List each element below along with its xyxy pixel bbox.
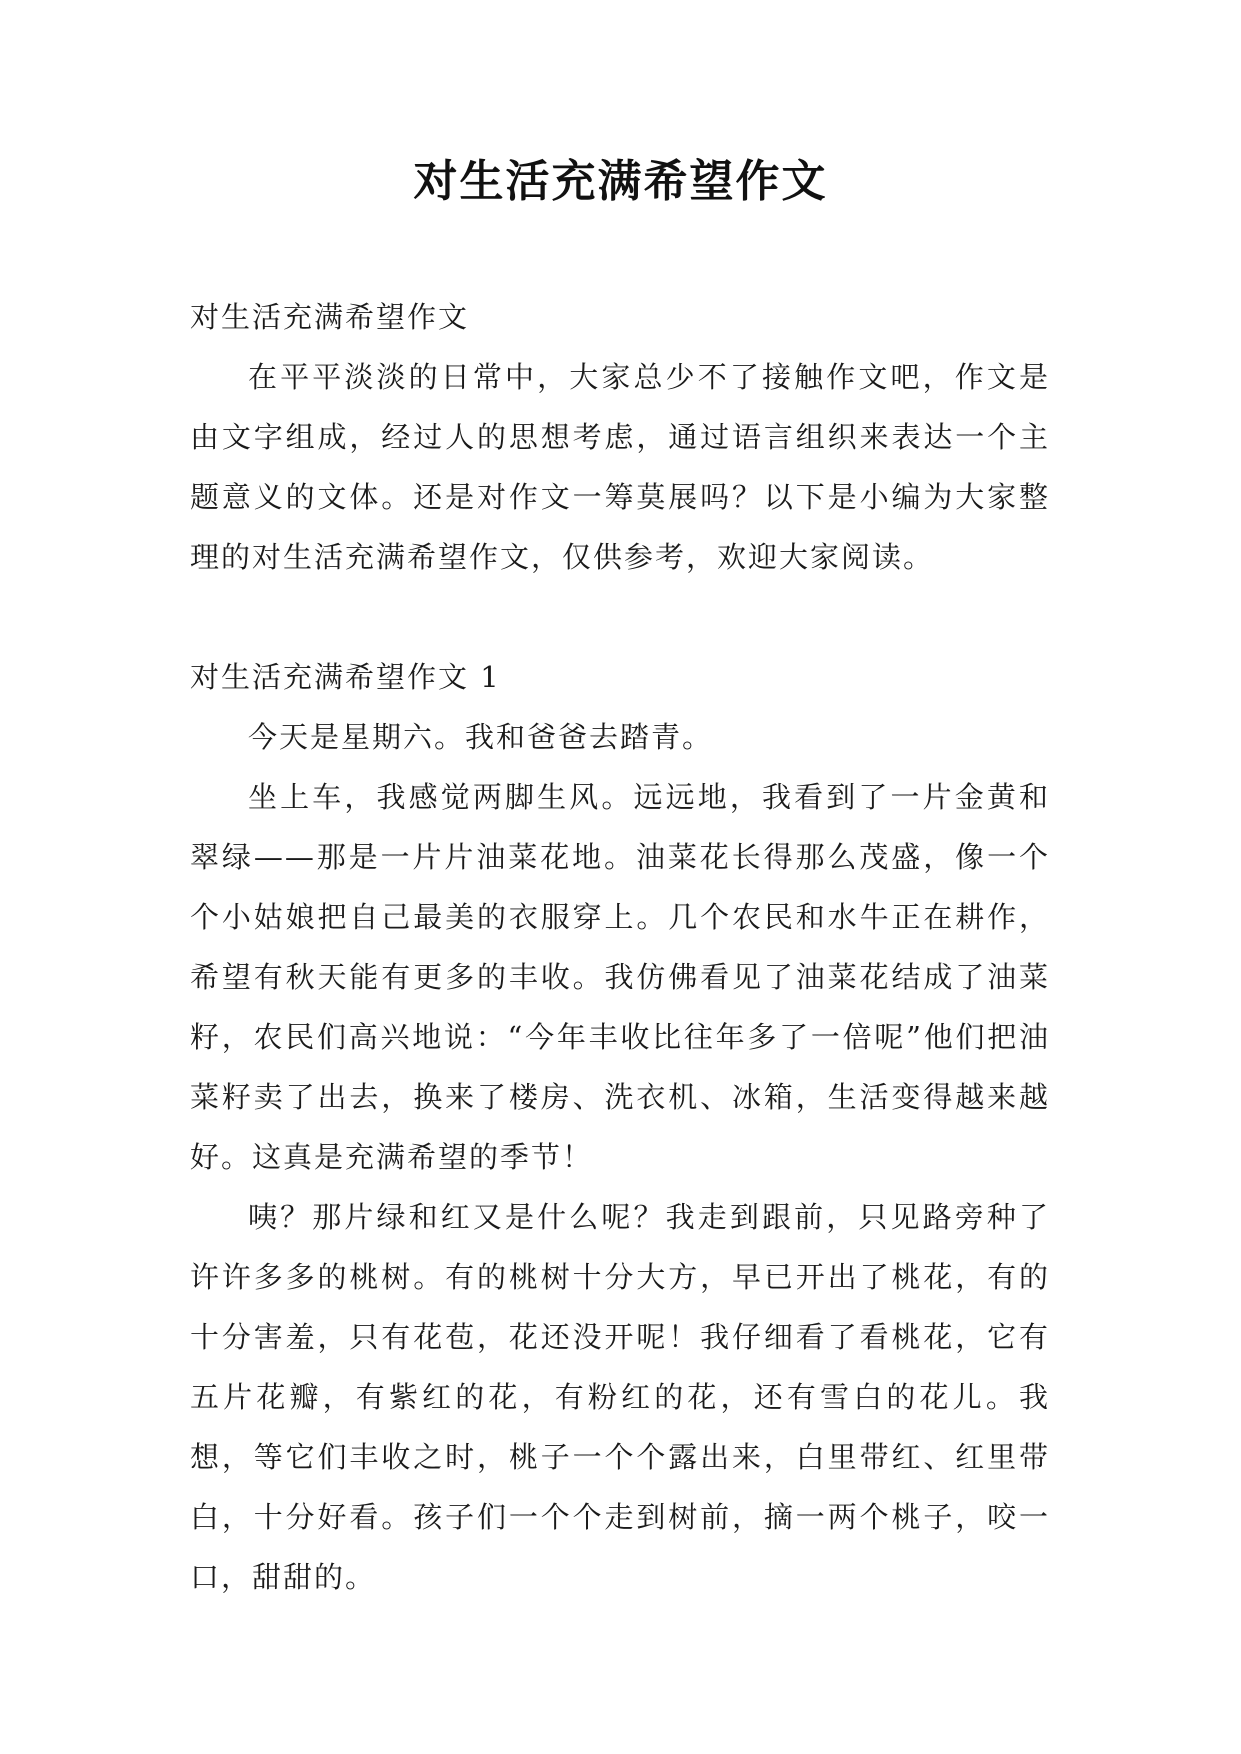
document-body — [190, 287, 1050, 1607]
intro-heading: 对生活充满希望作文 — [190, 300, 470, 334]
intro-paragraph: 在平平淡淡的日常中，大家总少不了接触作文吧，作文是由文字组成，经过人的思想考虑，通过语言组织来表达一个主题意义的文体。还是对作文一筹莫展吗？以下是小编为大家整理的对生活充满希望作文，仅供参考，欢迎大家阅读。 — [190, 360, 1050, 574]
section-spacer — [190, 587, 1050, 647]
paragraph: 咦？那片绿和红又是什么呢？我走到跟前，只见路旁种了许许多多的桃树。有的桃树十分大方，早已开出了桃花，有的十分害羞，只有花苞，花还没开呢！我仔细看了看桃花，它有五片花瓣，有紫红的花，有粉红的花，还有雪白的花儿。我想，等它们丰收之时，桃子一个个露出来，白里带红、红里带白，十分好看。孩子们一个个走到树前，摘一两个桃子，咬一口，甜甜的。 — [190, 1200, 1050, 1594]
paragraph: 今天是星期六。我和爸爸去踏青。 — [248, 720, 714, 754]
document-title: 对生活充满希望作文 — [413, 156, 828, 207]
section-heading: 对生活充满希望作文 1 — [190, 660, 501, 694]
paragraph: 坐上车，我感觉两脚生风。远远地，我看到了一片金黄和翠绿——那是一片片油菜花地。油菜花长得那么茂盛，像一个个小姑娘把自己最美的衣服穿上。几个农民和水牛正在耕作，希望有秋天能有更多的丰收。我仿佛看见了油菜花结成了油菜籽，农民们高兴地说：“今年丰收比往年多了一倍呢”他们把油菜籽卖了出去，换来了楼房、洗衣机、冰箱，生活变得越来越好。这真是充满希望的季节！ — [190, 780, 1050, 1174]
